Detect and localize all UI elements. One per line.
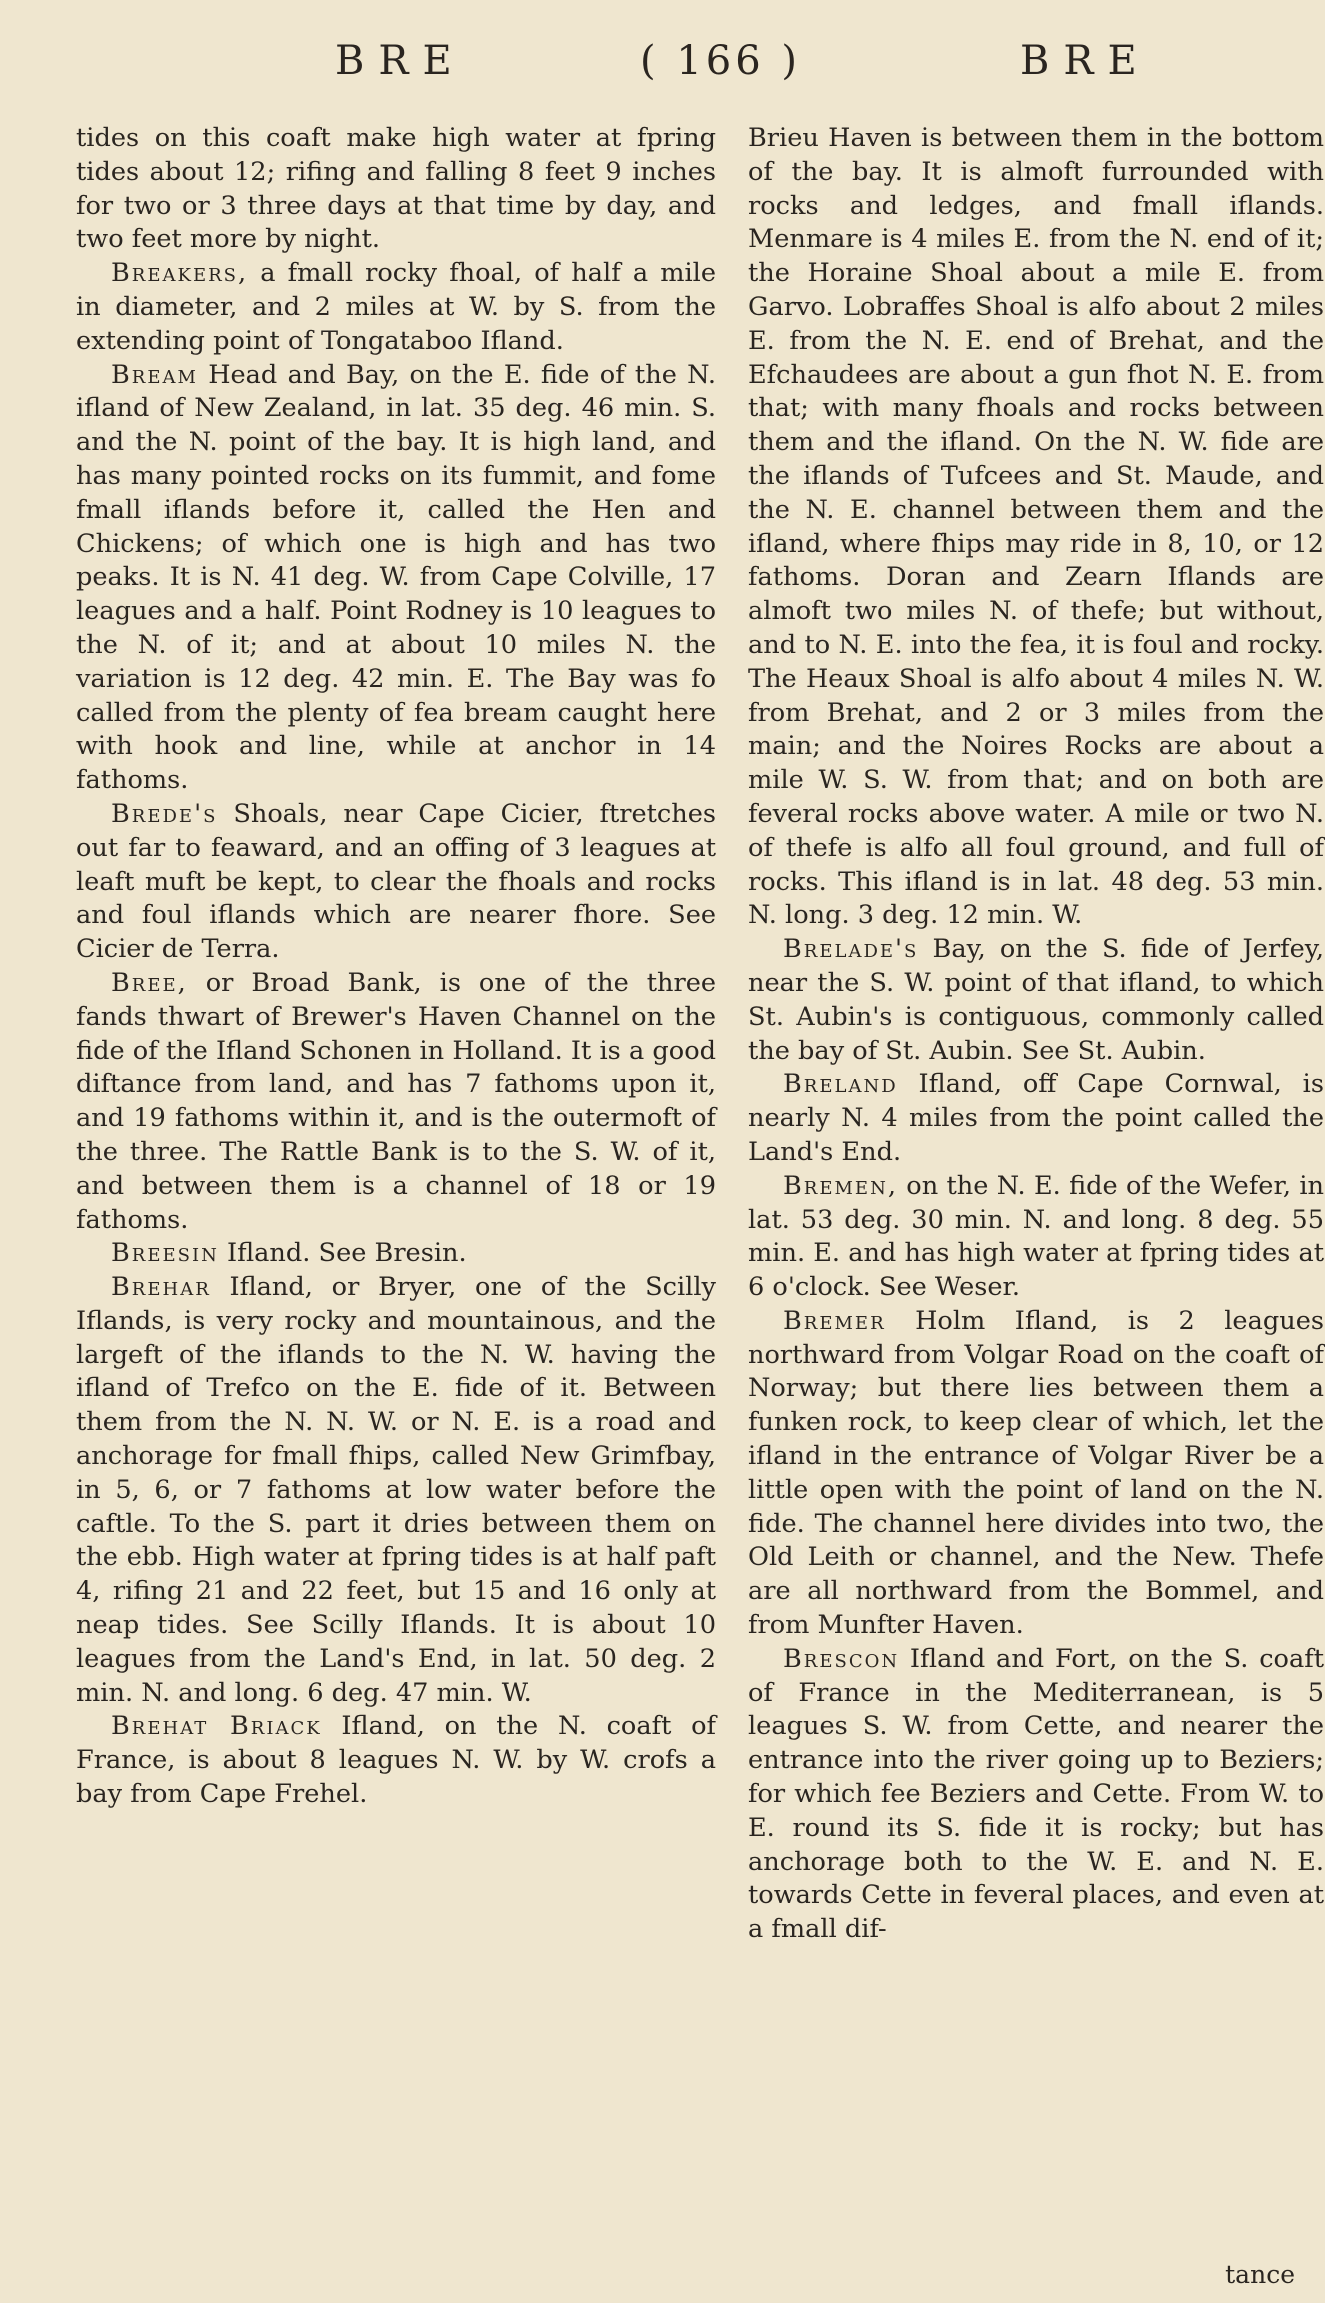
entry-paragraph: Breesin Ifland. See Bresin. — [111, 1238, 467, 1269]
entry-paragraph: Breland Ifland, off Cape Cornwal, is nearly N. 4 miles from the point called the Land's End. — [748, 1069, 1324, 1167]
right-column — [748, 122, 1324, 1947]
header-left: BRE — [335, 38, 466, 84]
entry-paragraph: Bremen, on the N. E. fide of the Wefer, in lat. 53 deg. 30 min. N. and long. 8 deg. 55 min. E. and has high water at fpring tides at 6 o'clock. See Weser. — [748, 1170, 1324, 1303]
entry-paragraph: Breakers, a fmall rocky fhoal, of half a mile in diameter, and 2 miles at W. by S. from the extending point of Tongataboo Ifland. — [76, 258, 716, 356]
entry-headword: Breesin — [111, 1238, 219, 1269]
running-header — [0, 38, 1325, 98]
entry-headword: Brehat Briack — [111, 1711, 322, 1742]
entry-paragraph: Brehar Ifland, or Bryer, one of the Scilly Iflands, is very rocky and mountainous, and the largeft of the iflands to the N. W. having the ifland of Trefco on the E. fide of it. Between them from the N. N. W. or N. E. is a road and anchorage for fmall fhips, called New Grimfbay, in 5, 6, or 7 fathoms at low water before the caftle. To the S. part it dries between them on the ebb. High water at fpring tides is at half paft 4, rifing 21 and 22 feet, but 15 and 16 only at neap tides. See Scilly Iflands. It is about 10 leagues from the Land's End, in lat. 50 deg. 2 min. N. and long. 6 deg. 47 min. W. — [76, 1272, 716, 1708]
entry-paragraph: tides on this coaft make high water at fpring tides about 12; rifing and falling 8 feet 9 inches for two or 3 three days at that time by day, and two feet more by night. — [76, 123, 716, 255]
entry-headword: Breland — [783, 1069, 898, 1100]
header-right: BRE — [1020, 38, 1151, 84]
entry-paragraph: Brieu Haven is between them in the bottom of the bay. It is almoft furrounded with rocks and ledges, and fmall iflands. Menmare is 4 miles E. from the N. end of it; the Horaine Shoal about a mile E. from Garvo. Lobraffes Shoal is alfo about 2 miles E. from the N. E. end of Brehat, and the Efchaudees are about a gun fhot N. E. from that; with many fhoals and rocks between them and the ifland. On the N. W. fide are the iflands of Tufcees and St. Maude, and the N. E. channel between them and the ifland, where fhips may ride in 8, 10, or 12 fathoms. Doran and Zearn Iflands are almoft two miles N. of thefe; but without, and to N. E. into the fea, it is foul and rocky. The Heaux Shoal is alfo about 4 miles N. W. from Brehat, and 2 or 3 miles from the main; and the Noires Rocks are about a mile W. S. W. from that; and on both are feveral rocks above water. A mile or two N. of thefe is alfo all foul ground, and full of rocks. This ifland is in lat. 48 deg. 53 min. N. long. 3 deg. 12 min. W. — [748, 123, 1324, 931]
entry-headword: Brede's — [111, 798, 218, 829]
entry-paragraph: Brede's Shoals, near Cape Cicier, ftretches out far to feaward, and an offing of 3 leagues at leaft muft be kept, to clear the fhoals and rocks and foul iflands which are nearer fhore. See Cicier de Terra. — [76, 798, 716, 965]
entry-paragraph: Bree, or Broad Bank, is one of the three fands thwart of Brewer's Haven Channel on the fide of the Ifland Schonen in Holland. It is a good diftance from land, and has 7 fathoms upon it, and 19 fathoms within it, and is the outermoft of the three. The Rattle Bank is to the S. W. of it, and between them is a channel of 18 or 19 fathoms. — [76, 967, 716, 1235]
entry-headword: Bree, — [111, 967, 188, 998]
entry-headword: Bream — [111, 359, 198, 390]
entry-paragraph: Bremer Holm Ifland, is 2 leagues northward from Volgar Road on the coaft of Norway; but there lies between them a funken rock, to keep clear of which, let the ifland in the entrance of Volgar River be a little open with the point of land on the N. fide. The channel here divides into two, the Old Leith or channel, and the New. Thefe are all northward from the Bommel, and from Munfter Haven. — [748, 1305, 1324, 1641]
entry-headword: Bremer — [783, 1305, 886, 1336]
catchword: tance — [1225, 2260, 1295, 2289]
entry-paragraph: Brelade's Bay, on the S. fide of Jerfey, near the S. W. point of that ifland, to which St. Aubin's is contiguous, commonly called the bay of St. Aubin. See St. Aubin. — [748, 934, 1324, 1066]
entry-paragraph: Brescon Ifland and Fort, on the S. coaft of France in the Mediterranean, is 5 leagues S. W. from Cette, and nearer the entrance into the river going up to Beziers; for which fee Beziers and Cette. From W. to E. round its S. fide it is rocky; but has anchorage both to the W. E. and N. E. towards Cette in feveral places, and even at a fmall dif- — [748, 1643, 1324, 1945]
entry-headword: Bremen, — [783, 1170, 898, 1201]
entry-headword: Brelade's — [783, 934, 919, 965]
entry-headword: Brehar — [111, 1272, 211, 1303]
entry-paragraph: Bream Head and Bay, on the E. fide of the N. ifland of New Zealand, in lat. 35 deg. 46 min. S. and the N. point of the bay. It is high land, and has many pointed rocks on its fummit, and fome fmall iflands before it, called the Hen and Chickens; of which one is high and has two peaks. It is N. 41 deg. W. from Cape Colville, 17 leagues and a half. Point Rodney is 10 leagues to the N. of it; and at about 10 miles N. the variation is 12 deg. 42 min. E. The Bay was fo called from the plenty of fea bream caught here with hook and line, while at anchor in 14 fathoms. — [76, 359, 716, 796]
entry-paragraph: Brehat Briack Ifland, on the N. coaft of France, is about 8 leagues N. W. by W. crofs a bay from Cape Frehel. — [76, 1711, 716, 1810]
left-column — [76, 122, 716, 1812]
page-number: ( 166 ) — [640, 38, 801, 84]
entry-headword: Brescon — [783, 1643, 900, 1674]
entry-headword: Breakers, — [111, 258, 249, 289]
